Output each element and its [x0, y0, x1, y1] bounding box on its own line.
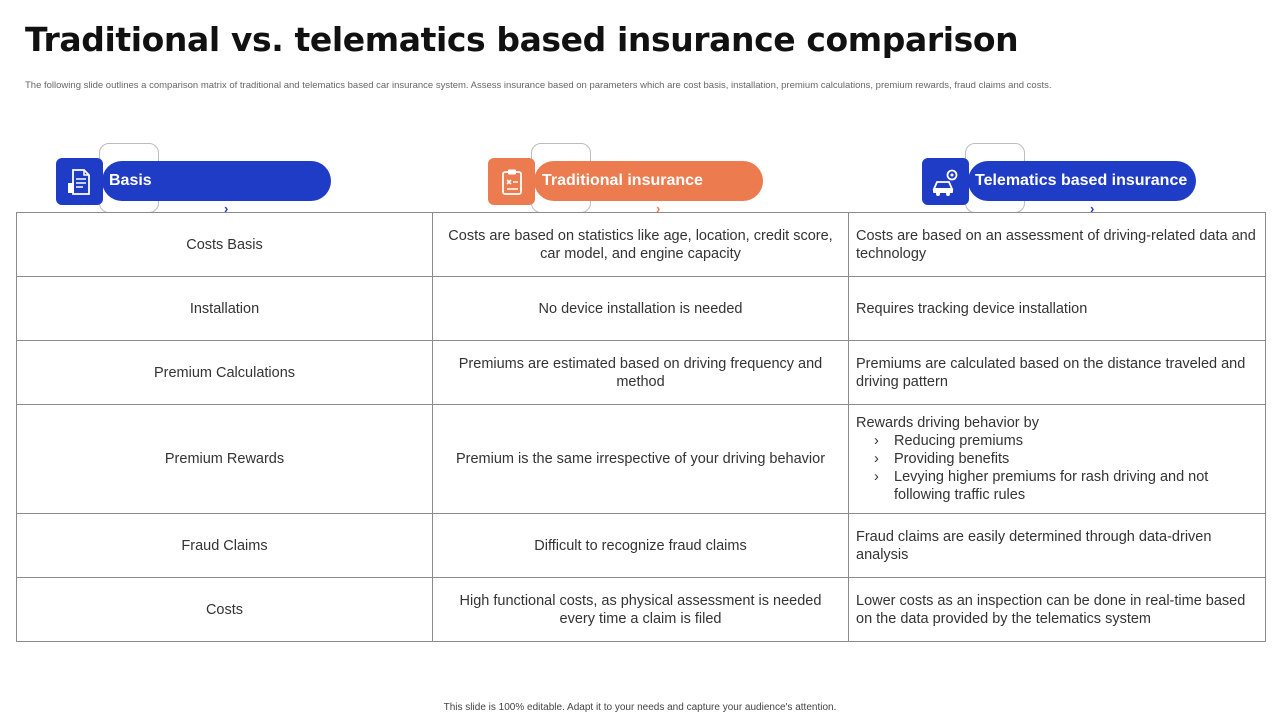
column-header-traditional	[488, 140, 778, 216]
chevron-right-icon: ›	[656, 201, 661, 216]
basis-cell: Premium Calculations	[17, 341, 433, 405]
telematics-cell: Lower costs as an inspection can be done in real-time based on the data provided by the telematics system	[849, 578, 1266, 642]
footer-note: This slide is 100% editable. Adapt it to your needs and capture your audience's attention.	[443, 702, 837, 713]
table-row	[17, 277, 1266, 341]
table-row	[17, 213, 1266, 277]
header-label-basis: Basis	[109, 172, 152, 189]
basis-cell: Installation	[17, 277, 433, 341]
header-label-telematics: Telematics based insurance	[975, 172, 1188, 189]
list-item: › Providing benefits	[874, 450, 1258, 468]
car-gear-icon	[922, 158, 969, 205]
document-icon	[56, 158, 103, 205]
traditional-cell: No device installation is needed	[433, 277, 849, 341]
traditional-cell: Premiums are estimated based on driving frequency and method	[433, 341, 849, 405]
header-label-traditional: Traditional insurance	[542, 172, 703, 189]
comparison-table	[16, 212, 1266, 642]
rewards-list	[856, 432, 1258, 504]
table-row	[17, 405, 1266, 514]
traditional-cell: Premium is the same irrespective of your driving behavior	[433, 405, 849, 514]
header-pill	[968, 161, 1196, 201]
traditional-cell: Difficult to recognize fraud claims	[433, 514, 849, 578]
column-header-telematics	[922, 140, 1212, 216]
telematics-cell: Requires tracking device installation	[849, 277, 1266, 341]
chevron-right-icon: ›	[1090, 201, 1095, 216]
basis-cell: Fraud Claims	[17, 514, 433, 578]
page-subtitle: The following slide outlines a comparison matrix of traditional and telematics based car insurance system. Assess insurance based on parameters which are cost basis, installation, premium calculations, premium rewards, fraud claims and costs.	[25, 80, 1052, 91]
page-title: Traditional vs. telematics based insurance comparison	[25, 20, 1019, 59]
table-row	[17, 514, 1266, 578]
list-item: › Levying higher premiums for rash driving and not following traffic rules	[874, 468, 1258, 504]
header-pill	[102, 161, 331, 201]
telematics-lead-text: Rewards driving behavior by	[856, 415, 1039, 431]
basis-cell: Premium Rewards	[17, 405, 433, 514]
basis-cell: Costs	[17, 578, 433, 642]
telematics-cell: Costs are based on an assessment of driving-related data and technology	[849, 213, 1266, 277]
clipboard-icon	[488, 158, 535, 205]
table-row	[17, 578, 1266, 642]
telematics-cell	[849, 405, 1266, 514]
traditional-cell: Costs are based on statistics like age, location, credit score, car model, and engine capacity	[433, 213, 849, 277]
table-row	[17, 341, 1266, 405]
header-pill	[534, 161, 763, 201]
traditional-cell: High functional costs, as physical assessment is needed every time a claim is filed	[433, 578, 849, 642]
telematics-cell: Premiums are calculated based on the distance traveled and driving pattern	[849, 341, 1266, 405]
list-item: › Reducing premiums	[874, 432, 1258, 450]
chevron-right-icon: ›	[224, 201, 229, 216]
column-header-basis	[56, 140, 336, 216]
basis-cell: Costs Basis	[17, 213, 433, 277]
telematics-cell: Fraud claims are easily determined through data-driven analysis	[849, 514, 1266, 578]
